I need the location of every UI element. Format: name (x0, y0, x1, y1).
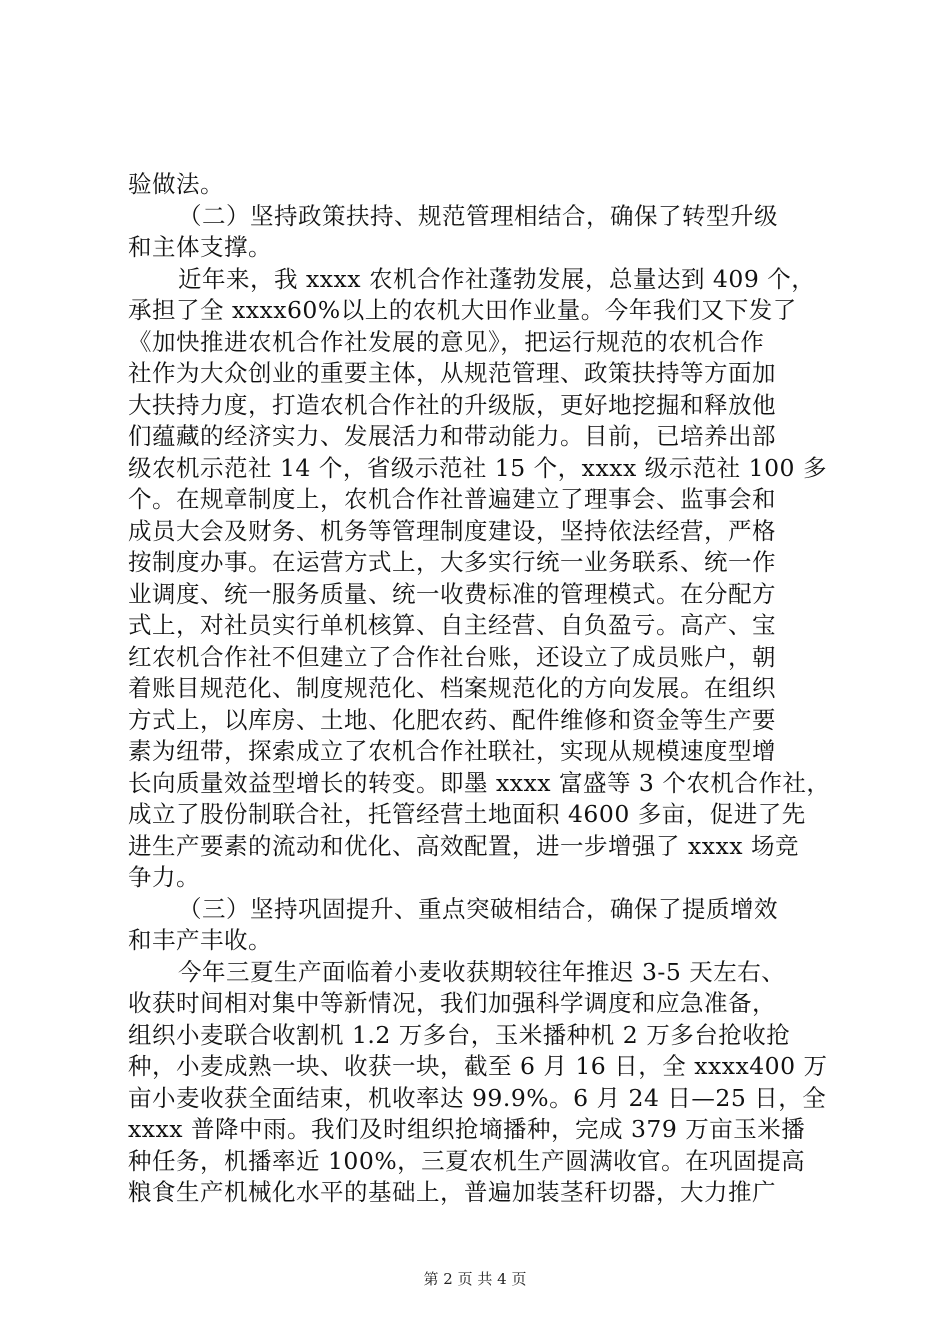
text-line: 着账目规范化、制度规范化、档案规范化的方向发展。在组织 (128, 674, 776, 702)
text-line: 承担了全 xxxx60%以上的农机大田作业量。今年我们又下发了 (128, 296, 797, 324)
text-line: 们蕴藏的经济实力、发展活力和带动能力。目前，已培养出部 (128, 422, 776, 450)
section-heading-line: （三）坚持巩固提升、重点突破相结合，确保了提质增效 (178, 894, 778, 923)
text-line: 争力。 (128, 863, 200, 891)
text-line: 个。在规章制度上，农机合作社普遍建立了理事会、监事会和 (128, 485, 776, 513)
text-line: 按制度办事。在运营方式上，大多实行统一业务联系、统一作 (128, 548, 776, 576)
text-line: 大扶持力度，打造农机合作社的升级版，更好地挖掘和释放他 (128, 390, 776, 419)
text-line: 今年三夏生产面临着小麦收获期较往年推迟 3-5 天左右、 (178, 957, 786, 986)
text-line: 近年来，我 xxxx 农机合作社蓬勃发展，总量达到 409 个， (178, 264, 816, 293)
text-line: 种任务，机播率近 100%，三夏农机生产圆满收官。在巩固提高 (128, 1146, 806, 1175)
text-line: 收获时间相对集中等新情况，我们加强科学调度和应急准备， (128, 989, 776, 1017)
text-line: 长向质量效益型增长的转变。即墨 xxxx 富盛等 3 个农机合作社， (128, 768, 831, 797)
page-number-footer: 第 2 页 共 4 页 (423, 1270, 527, 1288)
section-heading-line: 和丰产丰收。 (128, 926, 272, 954)
text-line: 亩小麦收获全面结束，机收率达 99.9%。6 月 24 日—25 日，全 (128, 1083, 827, 1112)
text-line: 业调度、统一服务质量、统一收费标准的管理模式。在分配方 (128, 579, 776, 608)
text-line: 《加快推进农机合作社发展的意见》，把运行规范的农机合作 (128, 327, 765, 356)
text-line: 社作为大众创业的重要主体，从规范管理、政策扶持等方面加 (128, 359, 776, 387)
text-line: 方式上，以库房、土地、化肥农药、配件维修和资金等生产要 (128, 705, 776, 734)
text-line: 成立了股份制联合社，托管经营土地面积 4600 多亩，促进了先 (128, 800, 806, 828)
section-heading-line: （二）坚持政策扶持、规范管理相结合，确保了转型升级 (178, 201, 778, 230)
text-line: 进生产要素的流动和优化、高效配置，进一步增强了 xxxx 场竞 (128, 831, 799, 860)
text-line: 种，小麦成熟一块、收获一块，截至 6 月 16 日，全 xxxx400 万 (128, 1052, 828, 1080)
text-line: xxxx 普降中雨。我们及时组织抢墒播种，完成 379 万亩玉米播 (128, 1115, 806, 1143)
text-line: 式上，对社员实行单机核算、自主经营、自负盈亏。高产、宝 (128, 611, 776, 639)
text-line: 红农机合作社不但建立了合作社台账，还设立了成员账户，朝 (128, 642, 776, 671)
text-line: 成员大会及财务、机务等管理制度建设，坚持依法经营，严格 (128, 516, 776, 545)
text-line: 素为纽带，探索成立了农机合作社联社，实现从规模速度型增 (128, 737, 776, 765)
text-line: 粮食生产机械化水平的基础上，普遍加装茎秆切器，大力推广 (128, 1178, 776, 1206)
text-line: 验做法。 (128, 170, 224, 198)
section-heading-line: 和主体支撑。 (128, 233, 272, 261)
text-line: 组织小麦联合收割机 1.2 万多台，玉米播种机 2 万多台抢收抢 (128, 1020, 791, 1049)
text-line: 级农机示范社 14 个，省级示范社 15 个，xxxx 级示范社 100 多 (128, 453, 827, 482)
